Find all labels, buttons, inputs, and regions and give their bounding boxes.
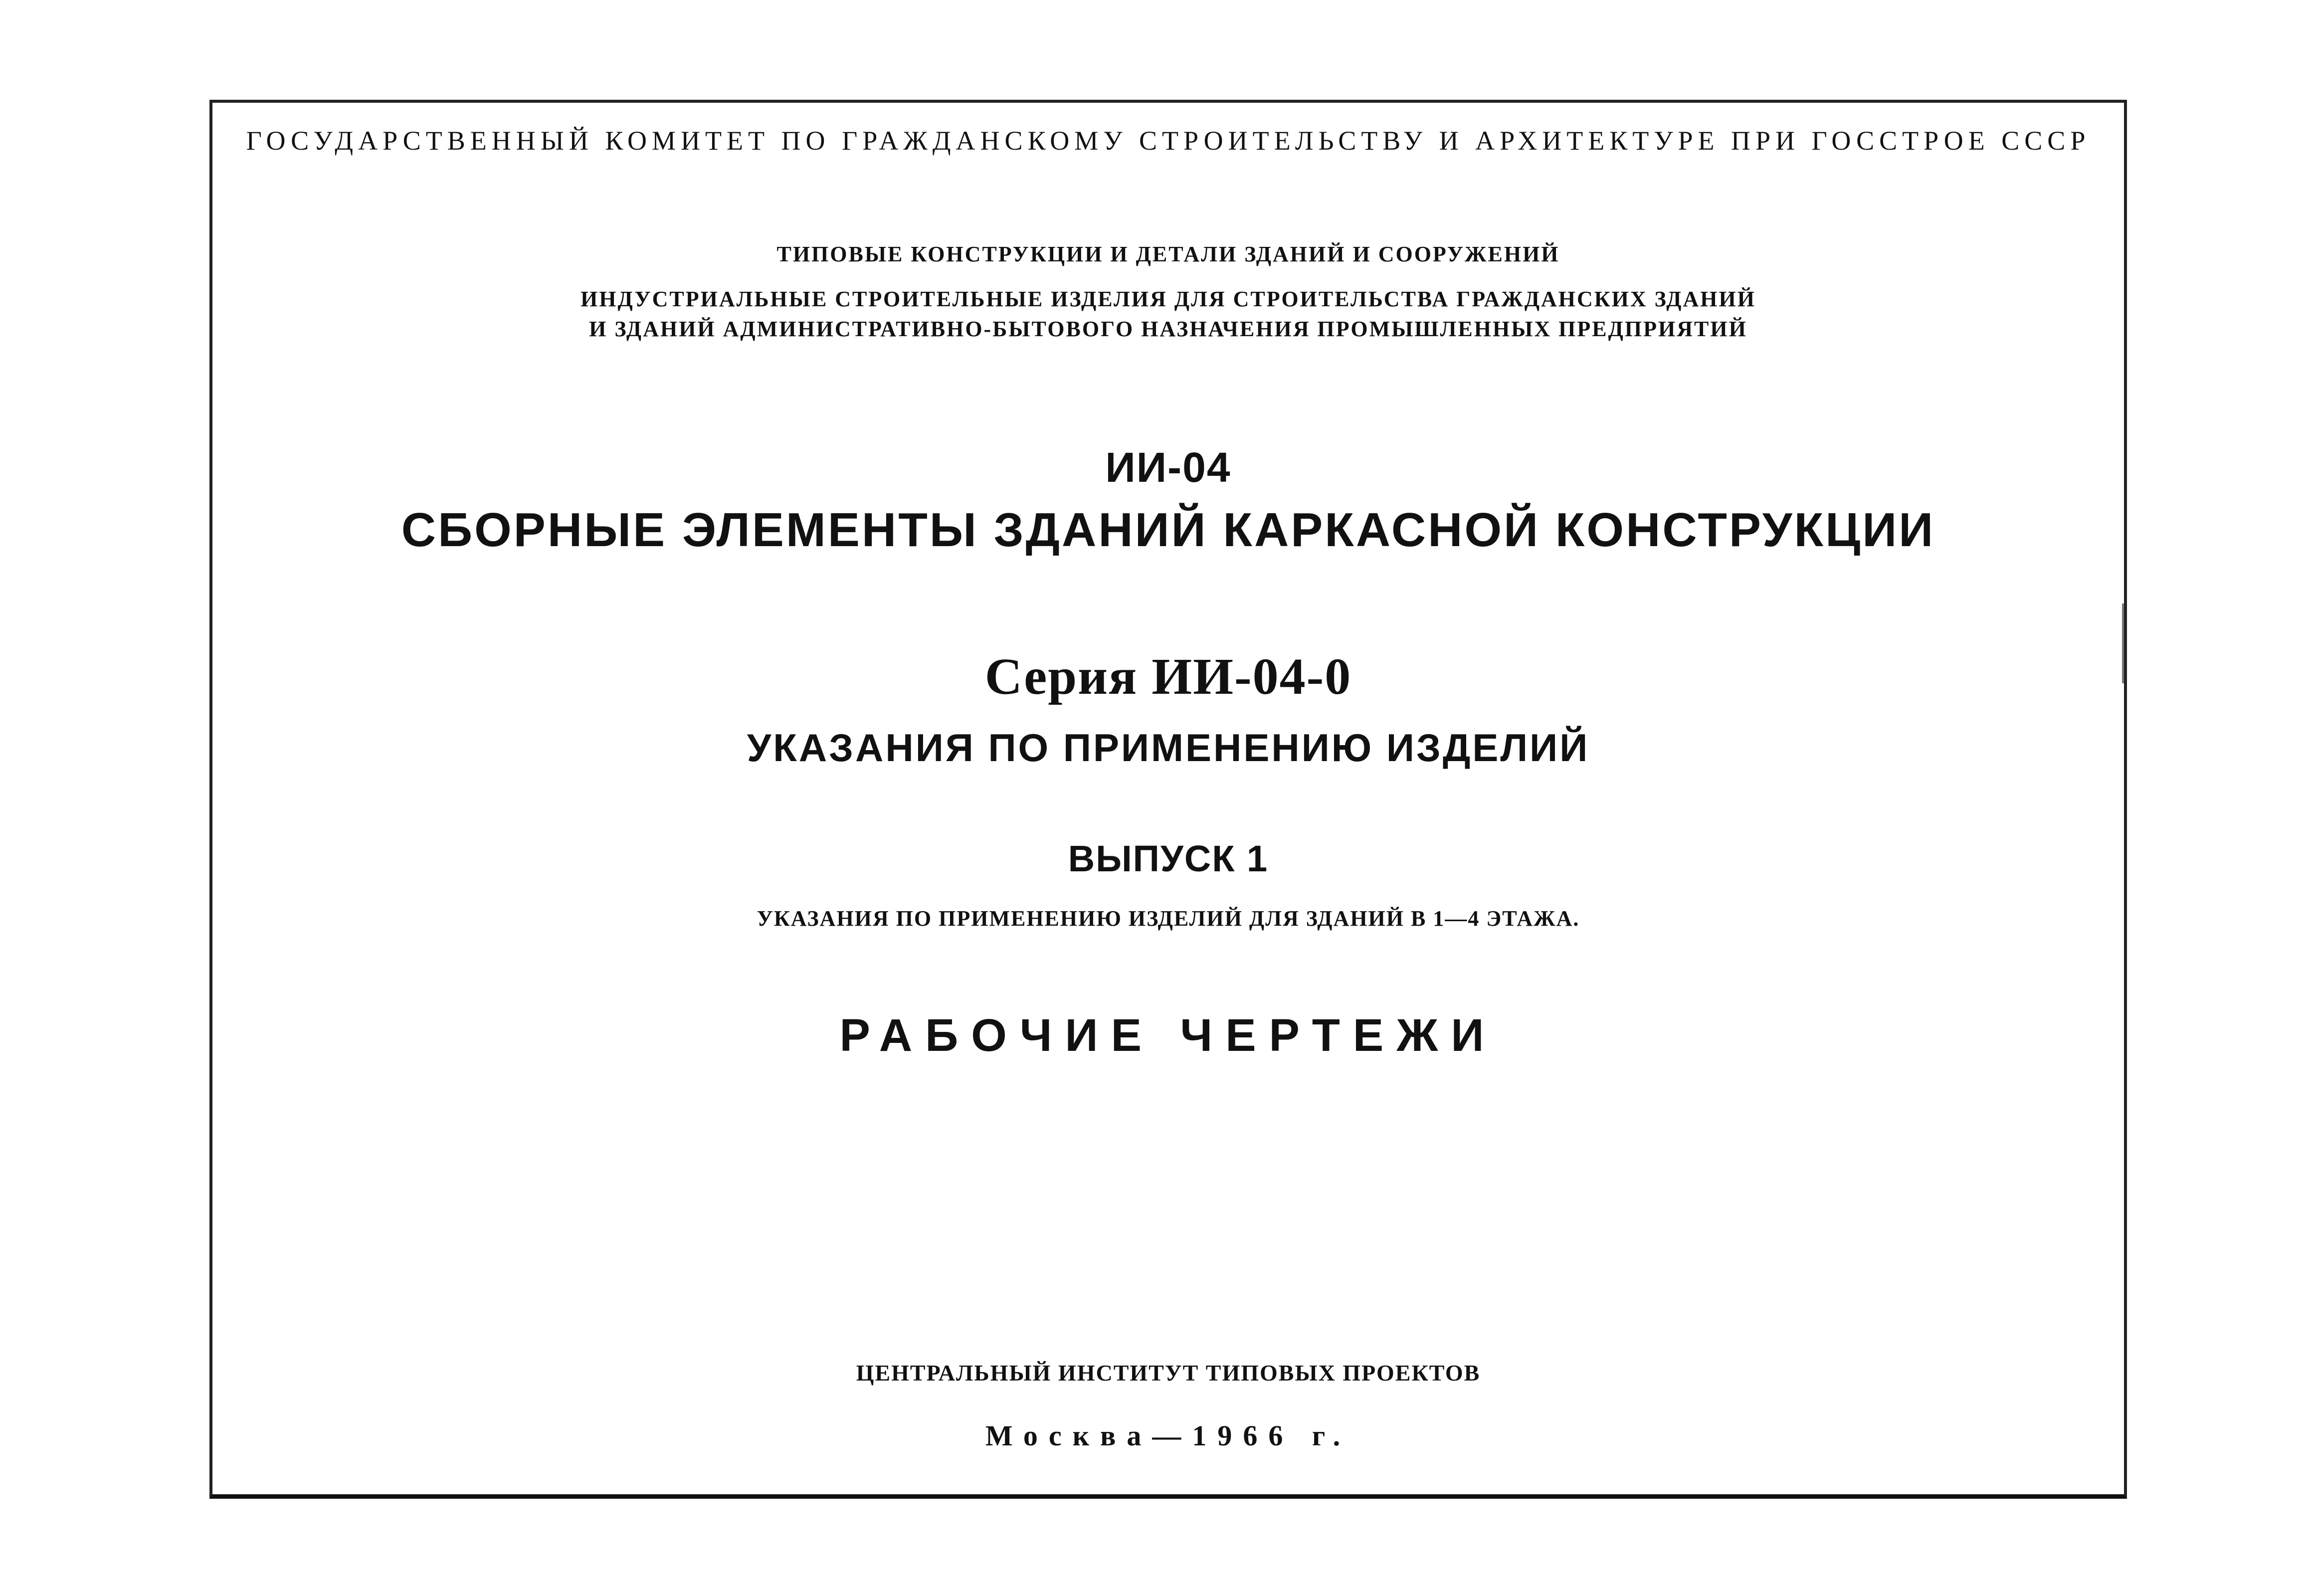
publisher-institute: ЦЕНТРАЛЬНЫЙ ИНСТИТУТ ТИПОВЫХ ПРОЕКТОВ: [856, 1360, 1481, 1386]
document-type: РАБОЧИЕ ЧЕРТЕЖИ: [839, 1010, 1497, 1061]
publication-city-year: Москва—1966 г.: [985, 1419, 1351, 1452]
document-code: ИИ-04: [1105, 444, 1231, 491]
heading-industrial-products-line2: И ЗДАНИЙ АДМИНИСТРАТИВНО-БЫТОВОГО НАЗНАЧЕНИЯ ПРОМЫШЛЕННЫХ ПРЕДПРИЯТИЙ: [589, 317, 1747, 341]
issue-label: ВЫПУСК 1: [1068, 838, 1269, 879]
main-title: СБОРНЫЕ ЭЛЕМЕНТЫ ЗДАНИЙ КАРКАСНОЙ КОНСТРУКЦИИ: [401, 503, 1935, 557]
issue-description: УКАЗАНИЯ ПО ПРИМЕНЕНИЮ ИЗДЕЛИЙ ДЛЯ ЗДАНИЙ В 1—4 ЭТАЖА.: [757, 906, 1580, 931]
heading-industrial-products-line1: ИНДУСТРИАЛЬНЫЕ СТРОИТЕЛЬНЫЕ ИЗДЕЛИЯ ДЛЯ СТРОИТЕЛЬСТВА ГРАЖДАНСКИХ ЗДАНИЙ: [580, 287, 1756, 311]
series-title: Серия ИИ-04-0: [984, 648, 1352, 705]
heading-standard-constructions: ТИПОВЫЕ КОНСТРУКЦИИ И ДЕТАЛИ ЗДАНИЙ И СООРУЖЕНИЙ: [776, 242, 1560, 266]
series-subtitle: УКАЗАНИЯ ПО ПРИМЕНЕНИЮ ИЗДЕЛИЙ: [747, 726, 1590, 770]
committee-header: ГОСУДАРСТВЕННЫЙ КОМИТЕТ ПО ГРАЖДАНСКОМУ СТРОИТЕЛЬСТВУ И АРХИТЕКТУРЕ ПРИ ГОССТРОЕ СССР: [246, 126, 2091, 156]
